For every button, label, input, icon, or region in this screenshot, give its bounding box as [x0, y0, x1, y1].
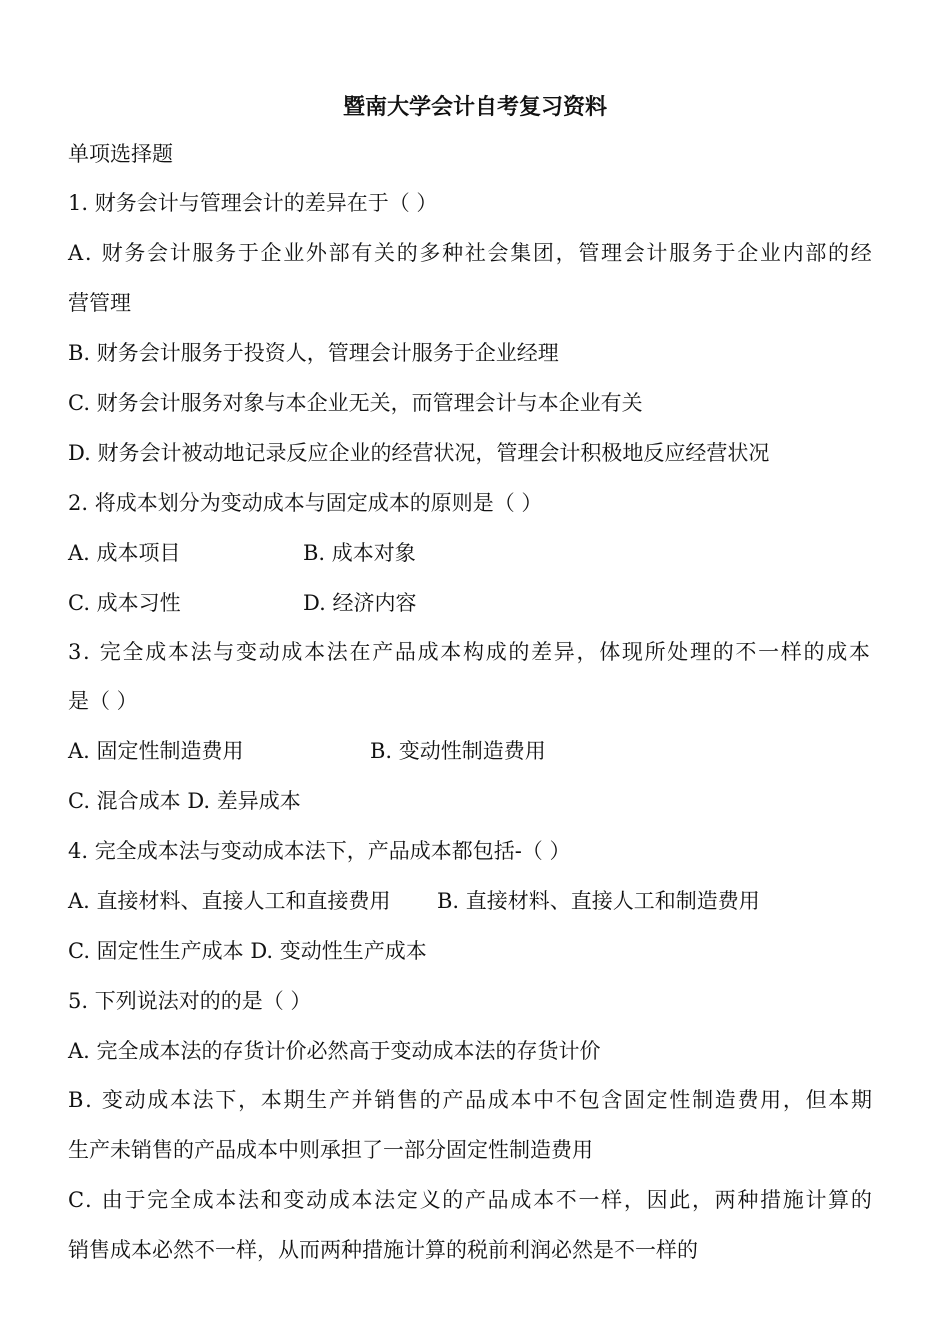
question-5-stem: 5. 下列说法对的的是（ ）	[68, 989, 312, 1013]
document-title: 暨南大学会计自考复习资料	[342, 95, 607, 120]
section-heading: 单项选择题	[68, 142, 173, 166]
question-2-option-a: A. 成本项目	[68, 541, 181, 565]
question-4-stem: 4. 完全成本法与变动成本法下，产品成本都包括-（ ）	[68, 839, 571, 863]
question-3-option-cd: C. 混合成本 D. 差异成本	[68, 789, 301, 813]
question-3-option-a: A. 固定性制造费用	[68, 739, 244, 763]
question-5-option-c-cont: 销售成本必然不一样，从而两种措施计算的税前利润必然是不一样的	[68, 1238, 698, 1262]
question-1-option-a-cont: 营管理	[68, 291, 131, 315]
question-2-stem: 2. 将成本划分为变动成本与固定成本的原则是（ ）	[68, 491, 543, 515]
question-2-option-d: D. 经济内容	[303, 591, 417, 615]
question-1-option-c: C. 财务会计服务对象与本企业无关，而管理会计与本企业有关	[68, 391, 643, 415]
question-4-option-b: B. 直接材料、直接人工和制造费用	[437, 889, 760, 913]
question-3-stem: 3. 完全成本法与变动成本法在产品成本构成的差异，体现所处理的不一样的成本	[68, 640, 872, 664]
question-5-option-b: B. 变动成本法下，本期生产并销售的产品成本中不包含固定性制造费用，但本期	[68, 1088, 874, 1112]
question-5-option-a: A. 完全成本法的存货计价必然高于变动成本法的存货计价	[68, 1039, 601, 1063]
question-4-option-cd: C. 固定性生产成本 D. 变动性生产成本	[68, 939, 427, 963]
question-3-stem-cont: 是（ ）	[68, 689, 138, 713]
question-1-option-d: D. 财务会计被动地记录反应企业的经营状况，管理会计积极地反应经营状况	[68, 441, 770, 465]
question-3-option-b: B. 变动性制造费用	[370, 739, 546, 763]
question-1-option-b: B. 财务会计服务于投资人，管理会计服务于企业经理	[68, 341, 559, 365]
question-5-option-c: C. 由于完全成本法和变动成本法定义的产品成本不一样，因此，两种措施计算的	[68, 1188, 874, 1212]
question-5-option-b-cont: 生产未销售的产品成本中则承担了一部分固定性制造费用	[68, 1138, 593, 1162]
question-2-option-c: C. 成本习性	[68, 591, 181, 615]
question-1-stem: 1. 财务会计与管理会计的差异在于（ ）	[68, 191, 438, 215]
question-4-option-a: A. 直接材料、直接人工和直接费用	[68, 889, 391, 913]
question-2-option-b: B. 成本对象	[303, 541, 416, 565]
question-1-option-a: A. 财务会计服务于企业外部有关的多种社会集团，管理会计服务于企业内部的经	[68, 241, 874, 265]
